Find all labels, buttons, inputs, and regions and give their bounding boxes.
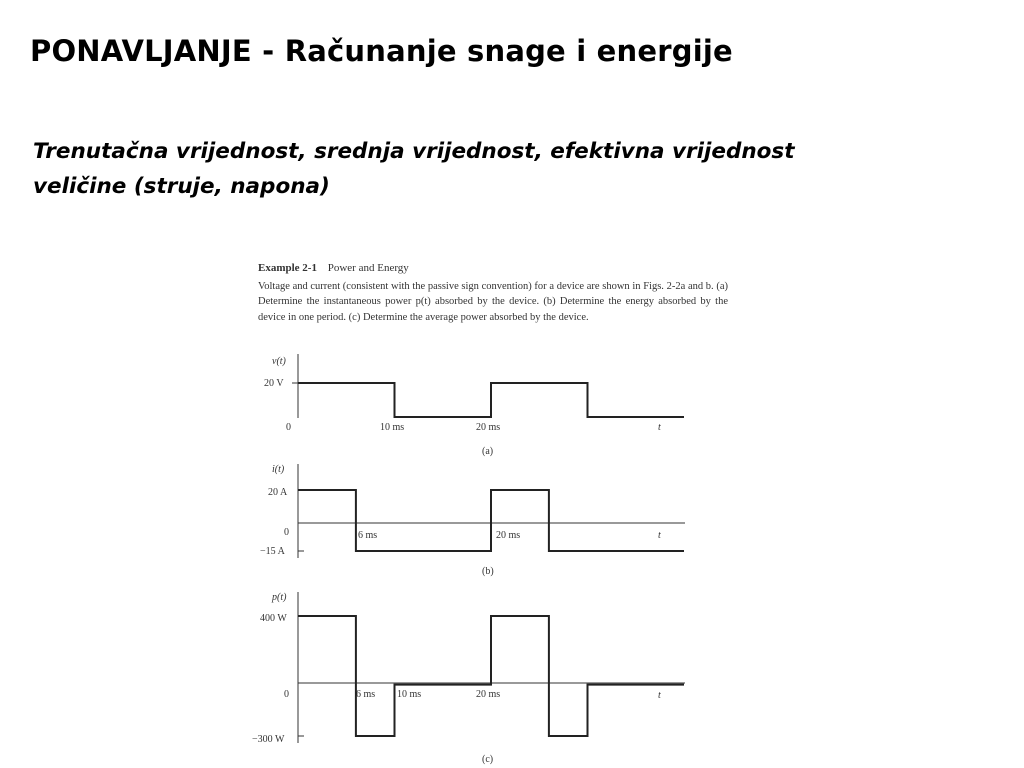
example-heading (258, 260, 728, 276)
example-number: Example 2-1 (258, 262, 317, 274)
y-tick-label: 20 V (264, 378, 284, 389)
x-axis-label: t (658, 690, 661, 701)
subtitle-line-2: veličine (struje, napona) (33, 174, 330, 199)
y-tick-label: 20 A (268, 487, 288, 498)
x-tick-label: 20 ms (476, 689, 501, 700)
waveform-figure (250, 348, 700, 768)
y-axis-label: p(t) (272, 592, 287, 603)
chart-power (252, 592, 685, 765)
example-text: Voltage and current (consistent with the passive sign convention) for a device are shown in Figs. 2-2a and b. (a) Determine the instantaneous power p(t) absorbed by the device. (b) Determine the energy absorbed by the device in one period. (c) Determine the average power absorbed by the device. (258, 281, 728, 323)
subtitle-line-1: Trenutačna vrijednost, srednja vrijednost, efektivna vrijednost (33, 139, 795, 164)
y-tick-label: 400 W (260, 613, 287, 624)
power-series-line (298, 616, 684, 736)
y-axis-label: v(t) (272, 356, 286, 367)
x-tick-label: 6 ms (358, 530, 378, 541)
chart-caption: (a) (482, 446, 494, 457)
voltage-series-line (298, 383, 684, 417)
slide-subtitle (33, 134, 933, 204)
x-axis-label: t (658, 530, 661, 541)
current-series-line (298, 490, 684, 551)
x-axis-label: t (658, 422, 661, 433)
x-tick-label: 10 ms (380, 422, 405, 433)
chart-caption: (b) (482, 566, 494, 577)
chart-current (260, 464, 685, 577)
x-tick-label: 6 ms (356, 689, 376, 700)
example-name: Power and Energy (327, 262, 409, 274)
chart-caption: (c) (482, 754, 494, 765)
y-axis-label: i(t) (272, 464, 285, 475)
textbook-example (258, 260, 728, 325)
y-tick-label: −300 W (252, 734, 285, 745)
x-tick-label: 20 ms (476, 422, 501, 433)
y-tick-label: −15 A (260, 546, 285, 557)
x-tick-label: 10 ms (397, 689, 422, 700)
y-tick-label: 0 (284, 527, 289, 538)
chart-voltage (264, 354, 684, 457)
slide-title: PONAVLJANJE - Računanje snage i energije (30, 34, 733, 68)
y-tick-label: 0 (284, 689, 289, 700)
x-tick-label: 0 (286, 422, 291, 433)
x-tick-label: 20 ms (496, 530, 521, 541)
